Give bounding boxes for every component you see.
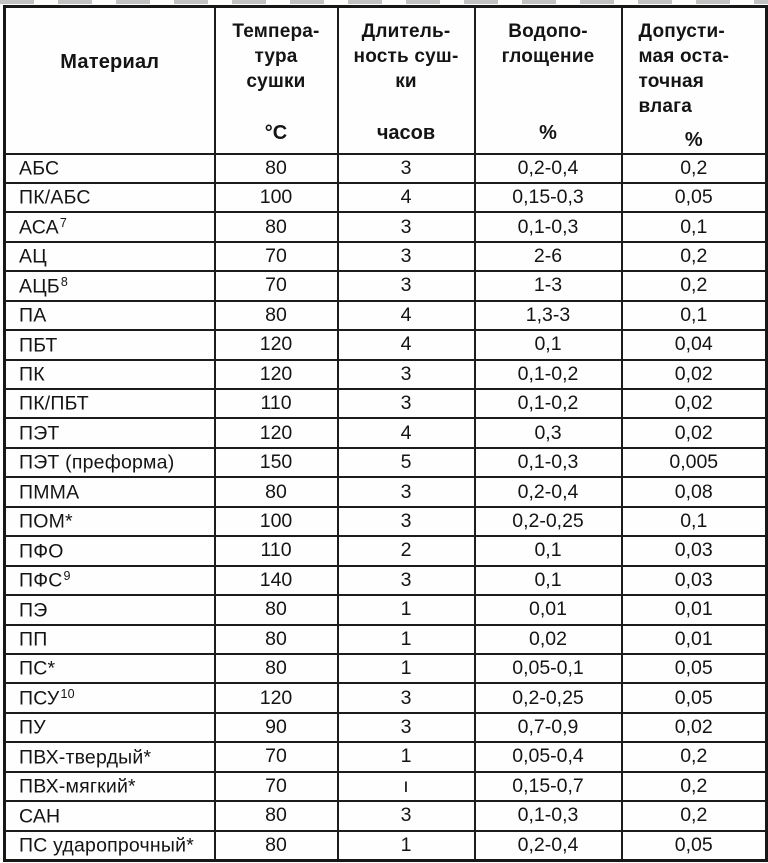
duration-cell: 3 (338, 566, 475, 595)
absorption-cell: 0,1 (475, 330, 622, 359)
absorption-cell: 0,15-0,7 (475, 772, 622, 801)
table-row (5, 360, 767, 389)
temperature-cell: 120 (215, 330, 338, 359)
column-title-material: Материал (60, 51, 160, 74)
absorption-cell: 0,2-0,4 (475, 154, 622, 183)
material-name: ПК/АБС (19, 186, 91, 209)
material-name: ПФО (19, 540, 64, 563)
moisture-cell: 0,03 (622, 566, 767, 595)
moisture-cell: 0,05 (622, 831, 767, 860)
material-cell (5, 713, 215, 742)
column-header-duration (338, 7, 475, 154)
table-row (5, 831, 767, 860)
moisture-cell: 0,1 (622, 212, 767, 241)
column-unit-duration: часов (376, 121, 436, 144)
header-cell-content (6, 8, 214, 153)
material-name: ПК/ПБТ (19, 392, 89, 415)
material-name: ПЭ (19, 599, 48, 622)
column-unit-moisture: % (684, 128, 703, 151)
duration-cell: 1 (338, 595, 475, 624)
duration-cell: 4 (338, 330, 475, 359)
material-cell (5, 242, 215, 271)
temperature-cell: 80 (215, 477, 338, 506)
moisture-cell: 0,005 (622, 448, 767, 477)
column-header-moisture (622, 7, 767, 154)
table-row (5, 477, 767, 506)
material-name: ПС* (19, 657, 56, 680)
absorption-cell: 0,1 (475, 566, 622, 595)
absorption-cell: 0,05-0,1 (475, 654, 622, 683)
duration-cell: 4 (338, 183, 475, 212)
moisture-cell: 0,03 (622, 536, 767, 565)
absorption-cell: 0,1-0,3 (475, 448, 622, 477)
table-row (5, 595, 767, 624)
footnote-number: 7 (59, 215, 67, 230)
material-cell (5, 418, 215, 447)
temperature-cell: 80 (215, 625, 338, 654)
table-row (5, 625, 767, 654)
material-name: ПБТ (19, 334, 58, 357)
moisture-cell: 0,01 (622, 625, 767, 654)
material-name: АБС (19, 157, 60, 180)
material-cell (5, 301, 215, 330)
duration-cell: 4 (338, 301, 475, 330)
moisture-cell: 0,02 (622, 389, 767, 418)
footnote-number: 9 (63, 569, 71, 584)
column-title-moisture: Допусти- мая оста- точная влага (638, 21, 730, 117)
table-row (5, 713, 767, 742)
table-row (5, 742, 767, 771)
material-cell (5, 536, 215, 565)
material-cell (5, 507, 215, 536)
table-row (5, 330, 767, 359)
duration-cell: 3 (338, 154, 475, 183)
duration-cell: 3 (338, 507, 475, 536)
footnote-number: 10 (60, 686, 75, 701)
material-name: САН (19, 805, 61, 828)
material-name: ПОМ* (19, 510, 73, 533)
header-row (5, 7, 767, 154)
material-name: АЦ (19, 245, 47, 268)
duration-cell: 1 (338, 625, 475, 654)
absorption-cell: 0,1-0,3 (475, 212, 622, 241)
material-cell (5, 330, 215, 359)
moisture-cell: 0,2 (622, 154, 767, 183)
header-cell-content (476, 8, 621, 153)
duration-cell: 3 (338, 360, 475, 389)
moisture-cell: 0,01 (622, 595, 767, 624)
column-unit-temperature: °C (264, 121, 288, 144)
absorption-cell: 2-6 (475, 242, 622, 271)
absorption-cell: 0,2-0,25 (475, 507, 622, 536)
column-header-material (5, 7, 215, 154)
duration-cell: 1 (338, 742, 475, 771)
moisture-cell: 0,2 (622, 772, 767, 801)
table-row (5, 536, 767, 565)
material-cell (5, 831, 215, 860)
column-header-temperature (215, 7, 338, 154)
absorption-cell: 0,02 (475, 625, 622, 654)
temperature-cell: 110 (215, 536, 338, 565)
temperature-cell: 80 (215, 212, 338, 241)
moisture-cell: 0,2 (622, 801, 767, 830)
temperature-cell: 70 (215, 271, 338, 300)
material-cell (5, 595, 215, 624)
temperature-cell: 80 (215, 831, 338, 860)
duration-cell: 3 (338, 477, 475, 506)
moisture-cell: 0,05 (622, 654, 767, 683)
material-name: ПП (19, 628, 48, 651)
column-unit-absorption: % (539, 121, 557, 144)
moisture-cell: 0,08 (622, 477, 767, 506)
material-name: ПЭТ (преформа) (19, 451, 175, 474)
absorption-cell: 0,1 (475, 536, 622, 565)
duration-cell: ı (338, 772, 475, 801)
temperature-cell: 110 (215, 389, 338, 418)
table-body (5, 154, 767, 861)
moisture-cell: 0,02 (622, 418, 767, 447)
absorption-cell: 0,01 (475, 595, 622, 624)
material-cell (5, 801, 215, 830)
material-cell (5, 389, 215, 418)
header-cell-content (216, 8, 337, 153)
temperature-cell: 120 (215, 683, 338, 712)
duration-cell: 3 (338, 683, 475, 712)
material-name: ПУ (19, 716, 46, 739)
absorption-cell: 0,3 (475, 418, 622, 447)
material-name: ПВХ-твердый* (19, 746, 152, 769)
table-row (5, 418, 767, 447)
duration-cell: 3 (338, 212, 475, 241)
temperature-cell: 120 (215, 418, 338, 447)
table-row (5, 448, 767, 477)
temperature-cell: 140 (215, 566, 338, 595)
temperature-cell: 70 (215, 242, 338, 271)
duration-cell: 2 (338, 536, 475, 565)
moisture-cell: 0,1 (622, 507, 767, 536)
material-cell (5, 183, 215, 212)
moisture-cell: 0,2 (622, 242, 767, 271)
duration-cell: 4 (338, 418, 475, 447)
temperature-cell: 120 (215, 360, 338, 389)
absorption-cell: 0,2-0,4 (475, 477, 622, 506)
material-name: ПММА (19, 481, 80, 504)
duration-cell: 3 (338, 271, 475, 300)
table-row (5, 271, 767, 300)
material-cell (5, 654, 215, 683)
absorption-cell: 0,1-0,2 (475, 389, 622, 418)
table-row (5, 566, 767, 595)
duration-cell: 1 (338, 654, 475, 683)
table-row (5, 389, 767, 418)
material-cell (5, 154, 215, 183)
moisture-cell: 0,02 (622, 360, 767, 389)
temperature-cell: 80 (215, 654, 338, 683)
material-cell (5, 772, 215, 801)
material-cell (5, 271, 215, 300)
table-row (5, 772, 767, 801)
temperature-cell: 70 (215, 742, 338, 771)
duration-cell: 3 (338, 389, 475, 418)
table-row (5, 242, 767, 271)
duration-cell: 3 (338, 242, 475, 271)
temperature-cell: 80 (215, 801, 338, 830)
absorption-cell: 1,3-3 (475, 301, 622, 330)
temperature-cell: 100 (215, 183, 338, 212)
table-row (5, 683, 767, 712)
temperature-cell: 70 (215, 772, 338, 801)
temperature-cell: 80 (215, 301, 338, 330)
duration-cell: 5 (338, 448, 475, 477)
absorption-cell: 0,1-0,2 (475, 360, 622, 389)
moisture-cell: 0,05 (622, 183, 767, 212)
duration-cell: 1 (338, 831, 475, 860)
header-cell-content (623, 8, 766, 153)
material-name: ПА (19, 304, 47, 327)
material-cell (5, 625, 215, 654)
column-header-absorption (475, 7, 622, 154)
column-title-duration: Длитель- ность суш- ки (353, 21, 459, 92)
column-title-absorption: Водопо- глощение (501, 21, 595, 67)
header-cell-content (339, 8, 474, 153)
absorption-cell: 0,7-0,9 (475, 713, 622, 742)
material-cell (5, 448, 215, 477)
material-name: АСА (19, 216, 59, 239)
temperature-cell: 80 (215, 154, 338, 183)
table-row (5, 801, 767, 830)
material-cell (5, 212, 215, 241)
absorption-cell: 1-3 (475, 271, 622, 300)
moisture-cell: 0,2 (622, 742, 767, 771)
material-name: АЦБ (19, 275, 60, 298)
moisture-cell: 0,02 (622, 713, 767, 742)
table-header (5, 7, 767, 154)
table-row (5, 212, 767, 241)
temperature-cell: 80 (215, 595, 338, 624)
material-cell (5, 742, 215, 771)
temperature-cell: 100 (215, 507, 338, 536)
table-row (5, 654, 767, 683)
absorption-cell: 0,05-0,4 (475, 742, 622, 771)
material-name: ПФС (19, 569, 63, 592)
moisture-cell: 0,04 (622, 330, 767, 359)
absorption-cell: 0,1-0,3 (475, 801, 622, 830)
column-title-temperature: Темпера- тура сушки (232, 21, 320, 92)
table-row (5, 301, 767, 330)
moisture-cell: 0,2 (622, 271, 767, 300)
material-name: ПСУ (19, 687, 60, 710)
temperature-cell: 90 (215, 713, 338, 742)
material-name: ПВХ-мягкий* (19, 775, 136, 798)
material-cell (5, 566, 215, 595)
moisture-cell: 0,05 (622, 683, 767, 712)
table-row (5, 183, 767, 212)
material-name: ПК (19, 363, 45, 386)
material-name: ПС ударопрочный* (19, 834, 194, 857)
temperature-cell: 150 (215, 448, 338, 477)
absorption-cell: 0,2-0,25 (475, 683, 622, 712)
absorption-cell: 0,2-0,4 (475, 831, 622, 860)
moisture-cell: 0,1 (622, 301, 767, 330)
material-cell (5, 477, 215, 506)
table-row (5, 154, 767, 183)
duration-cell: 3 (338, 713, 475, 742)
material-name: ПЭТ (19, 422, 60, 445)
absorption-cell: 0,15-0,3 (475, 183, 622, 212)
duration-cell: 3 (338, 801, 475, 830)
drying-parameters-table (3, 5, 768, 862)
material-cell (5, 683, 215, 712)
material-cell (5, 360, 215, 389)
table-row (5, 507, 767, 536)
footnote-number: 8 (60, 274, 68, 289)
